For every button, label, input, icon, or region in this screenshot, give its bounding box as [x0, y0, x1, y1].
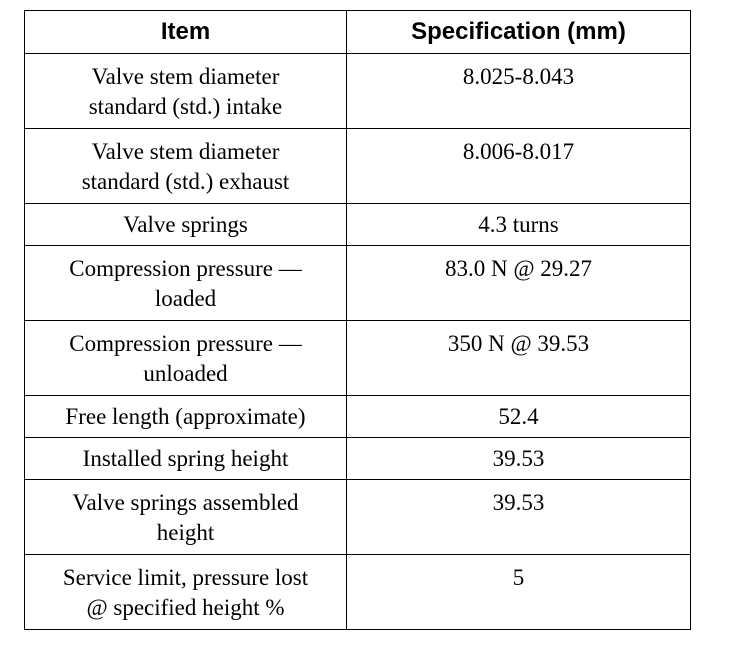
table-row: [25, 480, 691, 555]
item-text-line: height: [156, 520, 215, 545]
item-text-line: Free length (approximate): [65, 404, 306, 429]
item-text-line: Valve springs assembled: [72, 490, 299, 515]
item-cell: [25, 438, 347, 480]
specification-table: [24, 10, 691, 630]
item-cell: [25, 321, 347, 396]
item-cell: [25, 54, 347, 129]
item-text-line: loaded: [154, 286, 217, 311]
item-text-line: standard (std.) exhaust: [81, 169, 290, 194]
spec-cell: 52.4: [347, 396, 691, 438]
spec-cell: 39.53: [347, 480, 691, 555]
spec-cell: 8.025-8.043: [347, 54, 691, 129]
table-row: [25, 204, 691, 246]
item-text-line: Compression pressure —: [69, 256, 302, 281]
item-cell: [25, 396, 347, 438]
table-header-row: [25, 11, 691, 54]
item-cell: [25, 129, 347, 204]
item-text-line: Service limit, pressure lost: [62, 565, 309, 590]
item-text-line: Valve springs: [123, 212, 248, 237]
column-header-item: Item: [25, 11, 347, 54]
item-text-line: unloaded: [143, 361, 228, 386]
item-cell: [25, 204, 347, 246]
table-row: [25, 555, 691, 630]
spec-cell: 350 N @ 39.53: [347, 321, 691, 396]
spec-cell: 83.0 N @ 29.27: [347, 246, 691, 321]
item-text-line: @ specified height %: [86, 595, 285, 620]
table-row: [25, 246, 691, 321]
spec-cell: 8.006-8.017: [347, 129, 691, 204]
item-text-line: Valve stem diameter: [91, 64, 280, 89]
table-row: [25, 129, 691, 204]
table-row: [25, 321, 691, 396]
item-text-line: Compression pressure —: [69, 331, 302, 356]
spec-cell: 39.53: [347, 438, 691, 480]
spec-cell: 5: [347, 555, 691, 630]
spec-cell: 4.3 turns: [347, 204, 691, 246]
item-text-line: Installed spring height: [82, 446, 289, 471]
table-row: [25, 396, 691, 438]
item-cell: [25, 246, 347, 321]
column-header-specification: Specification (mm): [347, 11, 691, 54]
item-text-line: standard (std.) intake: [88, 94, 283, 119]
table-row: [25, 54, 691, 129]
item-cell: [25, 480, 347, 555]
table-row: [25, 438, 691, 480]
item-text-line: Valve stem diameter: [91, 139, 280, 164]
item-cell: [25, 555, 347, 630]
